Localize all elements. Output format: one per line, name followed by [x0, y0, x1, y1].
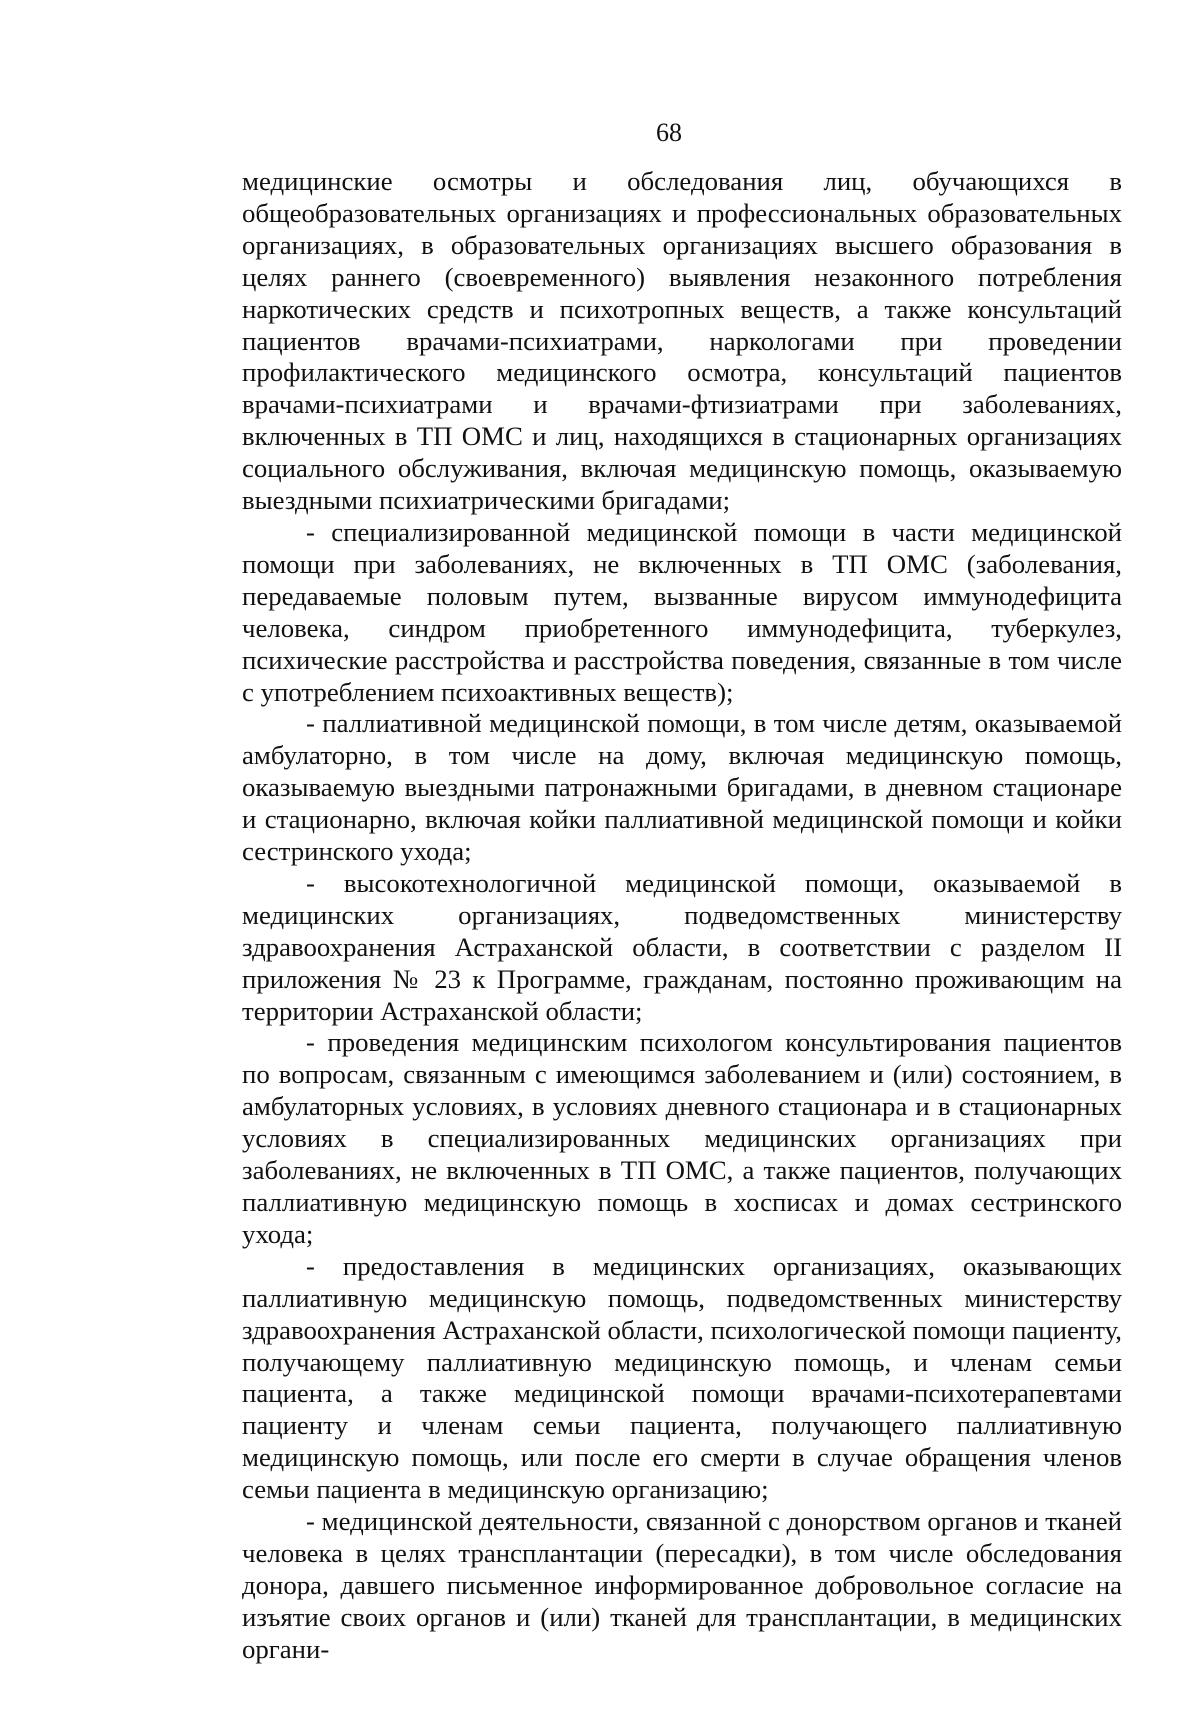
- page-number: 68: [656, 118, 682, 147]
- paragraph-organ-donation: - медицинской деятельности, связанной с донорством органов и тканей человека в целях трансплантации (пересадки), в том числе обследования донора, давшего письменное информированное добровольное согласие на изъятие своих органов и (или) тканей для трансплантации, в медицинских органи-: [242, 1506, 1123, 1664]
- paragraph-psychological-help: - предоставления в медицинских организациях, оказывающих паллиативную медицинскую помощь, подведомственных министерству здравоохранения Астраханской области, психологической помощи пациенту, получающему паллиативную медицинскую помощь, и членам семьи пациента, а также медицинской помощи врачами-психотерапевтами пациенту и членам семьи пациента, получающего паллиативную медицинскую помощь, или после его смерти в случае обращения членов семьи пациента в медицинскую организацию;: [242, 1250, 1122, 1505]
- paragraph-specialized-care: - специализированной медицинской помощи в части медицинской помощи при заболеваниях, не включенных в ТП ОМС (заболевания, передаваемые половым путем, вызванные вирусом иммунодефицита человека, синдром приобретенного иммунодефицита, туберкулез, психические расстройства и расстройства поведения, связанные в том числе с употреблением психоактивных веществ);: [242, 516, 1122, 707]
- body-text: [242, 166, 1122, 1666]
- paragraph-palliative-care: - паллиативной медицинской помощи, в том числе детям, оказываемой амбулаторно, в том числе на дому, включая медицинскую помощь, оказываемую выездными патронажными бригадами, в дневном стационаре и стационарно, включая койки паллиативной медицинской помощи и койки сестринского ухода;: [242, 708, 1122, 867]
- paragraph-psychologist-consulting: - проведения медицинским психологом консультирования пациентов по вопросам, связанным с имеющимся заболеванием и (или) состоянием, в амбулаторных условиях, в условиях дневного стационара и в стационарных условиях в специализированных медицинских организациях при заболеваниях, не включенных в ТП ОМС, а также пациентов, получающих паллиативную медицинскую помощь в хосписах и домах сестринского ухода;: [242, 1027, 1122, 1249]
- paragraph-continuation: медицинские осмотры и обследования лиц, обучающихся в общеобразовательных организациях и профессиональных образовательных организациях, в образовательных организациях высшего образования в целях раннего (своевременного) выявления незаконного потребления наркотических средств и психотропных веществ, а также консультаций пациентов врачами-психиатрами, наркологами при проведении профилактического медицинского осмотра, консультаций пациентов врачами-психиатрами и врачами-фтизиатрами при заболеваниях, включенных в ТП ОМС и лиц, находящихся в стационарных организациях социального обслуживания, включая медицинскую помощь, оказываемую выездными психиатрическими бригадами;: [242, 166, 1122, 516]
- paragraph-high-tech-care: - высокотехнологичной медицинской помощи, оказываемой в медицинских организациях, подведомственных министерству здравоохранения Астраханской области, в соответствии с разделом II приложения № 23 к Программе, гражданам, постоянно проживающим на территории Астраханской области;: [242, 867, 1122, 1026]
